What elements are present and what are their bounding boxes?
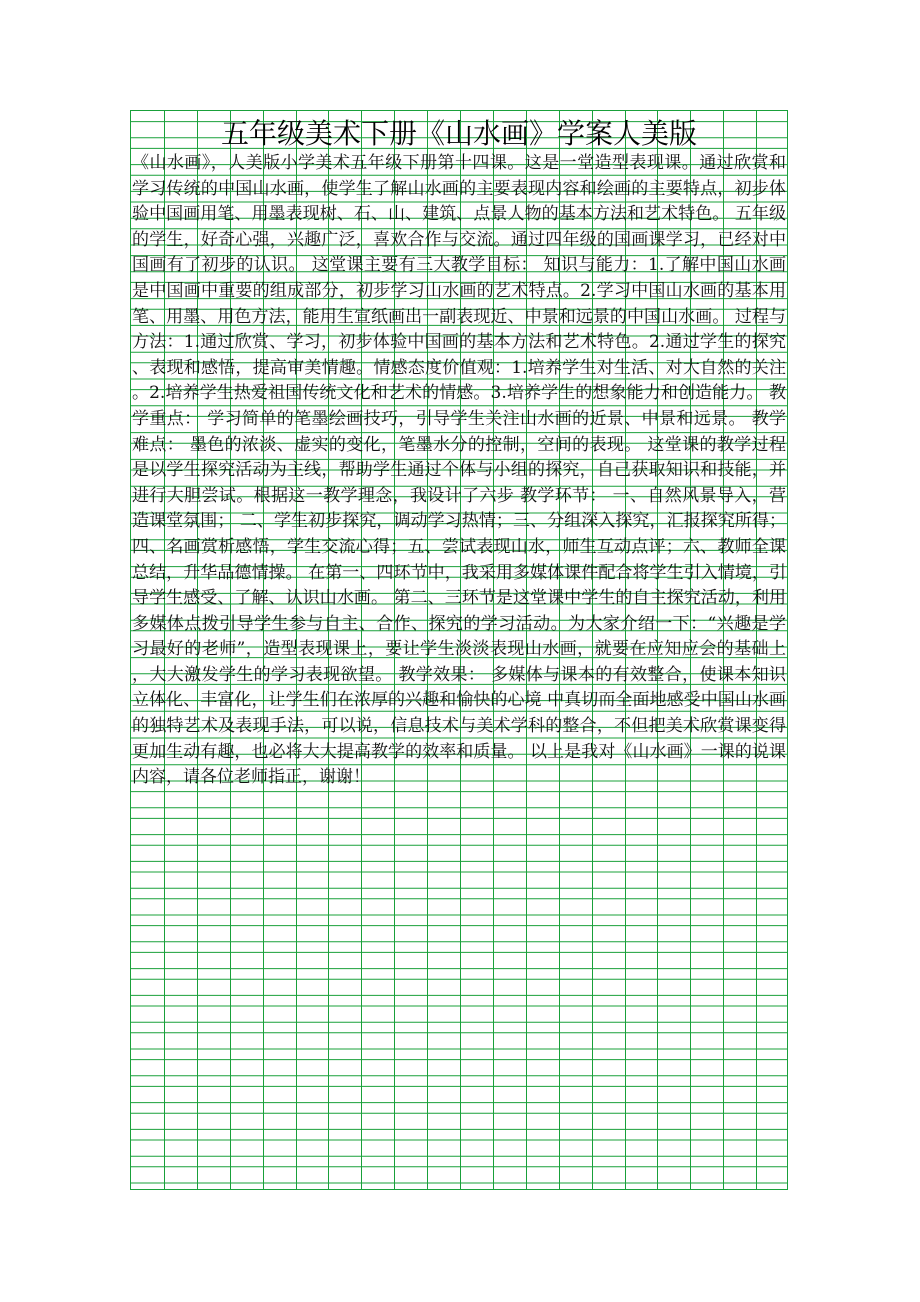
- document-title: 五年级美术下册《山水画》学案人美版: [220, 117, 697, 150]
- writing-grid-page: [130, 110, 788, 1190]
- document-body: 《山水画》，人美版小学美术五年级下册第十四课。这是一堂造型表现课。通过欣赏和学习传统的中国山水画，使学生了解山水画的主要表现内容和绘画的主要特点，初步体验中国画用笔、用墨表现树、石、山、建筑、点景人物的基本方法和艺术特色。 五年级的学生，好奇心强，兴趣广泛，喜欢合作与交流。通过四年级的国画课学习，已经对中国画有了初步的认识。 这堂课主要有三大教学目标： 知识与能力：1.了解中国山水画是中国画中重要的组成部分，初步学习山水画的艺术特点。2.学习中国山水画的基本用笔、用墨、用色方法，能用生宣纸画出一副表现近、中景和远景的中国山水画。 过程与方法：1.通过欣赏、学习，初步体验中国画的基本方法和艺术特色。2.通过学生的探究、表现和感悟，提高审美情趣。情感态度价值观：1.培养学生对生活、对大自然的关注。2.培养学生热爱祖国传统文化和艺术的情感。3.培养学生的想象能力和创造能力。 教学重点： 学习简单的笔墨绘画技巧，引导学生关注山水画的近景、中景和远景。 教学难点： 墨色的浓淡、虚实的变化，笔墨水分的控制，空间的表现。 这堂课的教学过程是以学生探究活动为主线，帮助学生通过个体与小组的探究，自己获取知识和技能，并进行大胆尝试。根据这一教学理念，我设计了六步 教学环节： 一、自然风景导入，营造课堂氛围； 二、学生初步探究，调动学习热情；三、分组深入探究，汇报探究所得；四、名画赏析感悟，学生交流心得；五、尝试表现山水，师生互动点评；六、教师全课总结，升华品德情操。 在第一、四环节中，我采用多媒体课件配合将学生引入情境，引导学生感受、了解、认识山水画。 第二、三环节是这堂课中学生的自主探究活动，利用多媒体点拨引导学生参与自主、合作、探究的学习活动。为大家介绍一下：“兴趣是学习最好的老师”，造型表现课上，要让学生淡淡表现山水画，就要在应知应会的基础上，大大激发学生的学习表现欲望。 教学效果： 多媒体与课本的有效整合，使课本知识立体化、丰富化，让学生们在浓厚的兴趣和愉快的心境 中真切而全面地感受中国山水画的独特艺术及表现手法，可以说，信息技术与美术学科的整合，不但把美术欣赏课变得更加生动有趣，也必将大大提高教学的效率和质量。 以上是我对《山水画》一课的说课内容，请各位老师指正，谢谢！: [132, 153, 786, 788]
